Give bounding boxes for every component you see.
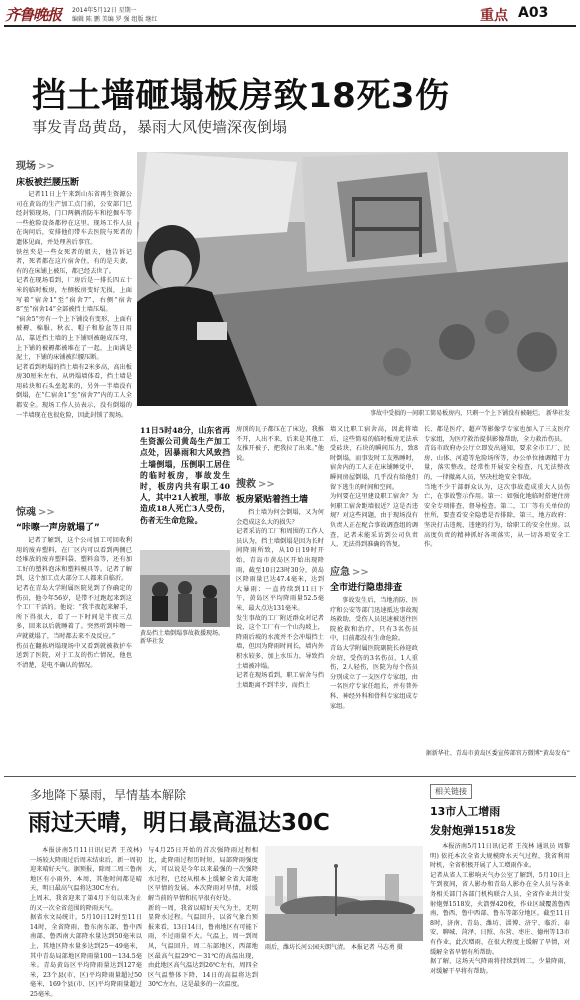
scene-text: 记者11日上午来到山东省再生资源公司在黄岛的生产加工点门前，公安部门已经封锁现场，门口两辆消防车和挖掘车等一些抢险设备都停在这里。现场工作人员在询问后，安排他们带车去医院与死者的遗体见面，并处理善后事宜。 铁丝夹是一些女死者的姐夫，他告诉记者，死者都在这片宿舍住，有的是夫妻，有的在床铺上被压，都已经去世了。 记者在现场看到，厂房后是一排长四五十米的临时板房，左侧板房变好无损，上面写着“宿舍1”至“宿舍7”，右侧“宿舍8”至“宿舍14”全部被挡土墙压塌。 “宿舍5”旁有一个上下铺没有变形，上面有被褥、棉服、秋衣、帽子和脸盆等日用品，靠近挡土墙的上下铺则被砸成压弯，上下铺的被褥都被堆在了一起，上面满是泥土，下铺的床铺被拦腰压断。 记者看到坍塌的挡土墙有2米多高，高出板房30厘米左右，从坍塌墙体看，挡土墙是用砖块和石头垒起来的，另外一半墙没有倒塌，在“仁宿舍1”至“宿舍7”内的工人全都安全。现场工作人员表示，没有倒塌的一半墙现在也很危险，因此封锁了现场。: [16, 191, 132, 419]
rescue-photo: [140, 550, 230, 627]
story-col4-body: [330, 596, 418, 773]
story-col4-top-text: 墙又比职工宿舍高，因此将墙后，这些简易的临时板房无法承受砖块、石块的瞬间压力，致8时倒塌，而事发时工友熟睡时，宿舍内的工人正在床铺睡觉中，瞬间房屋倒塌，几乎没有给他们留下逃生的时间和空间。 为何要在这里建设职工宿舍？为何职工宿舍距墙很近？这是否违规？对这些问题，由于现场没有负责人正在配合事故调查组的调查，记者未能采访到公司负责人，无法得到准确的答复。: [330, 426, 418, 549]
surprise-label: 惊魂 >>: [16, 507, 55, 518]
related-title-b: 发射炮弹1518发: [430, 824, 516, 837]
story-col3-body: [236, 508, 324, 773]
story-col3-text: 挡土墙为何会倒塌，又为何会造成这么大的损失？ 记者采访的工厂和周围的工作人员认为，挡土墙倒塌是因为长时间降雨所致，从10日19时开始，青岛市黄岛区开始出现降雨，截至10日23时30分，黄岛区降雨量已达47.4毫米，达到大暴雨；一直持续到11日下午，黄岛区平均降雨量52.5毫米，最大点达131毫米。 发生事故的工厂附近群众对记者说，这个工厂有一个山沟坡上，降雨后坡的水流并不会冲塌挡土墙，但因为降雨时间长，墙内外积水较多，加上水压力，导致挡土墙被冲塌。 记者在现场看到，职工宿舍与挡土墙距离不到半步，而挡土: [236, 509, 324, 689]
scene-label-text: 现场: [16, 161, 36, 172]
related-title-a: 13市人工增雨: [430, 805, 501, 818]
surprise-body: [16, 536, 132, 771]
bottom-col1: [30, 846, 142, 998]
summary-box: [140, 425, 230, 550]
section-label: 重点: [480, 8, 508, 24]
bottom-col2: [148, 846, 258, 989]
scene-label: 现场 >>: [16, 161, 55, 172]
bottom-photo-caption: 雨后，潍坊长河公园天朗气清。 本报记者 马志勇 摄: [265, 944, 403, 951]
lead-credit: 据新华社、青岛市黄岛区委宣传部官方微博“黄岛发布”: [425, 750, 570, 757]
bottom-headline: 雨过天晴，明日最高温达30C: [28, 810, 330, 836]
story-col5: [424, 425, 570, 745]
page-number: A03: [518, 5, 549, 21]
bottom-section-rule: [4, 776, 576, 777]
bottom-photo-image: [265, 846, 423, 941]
related-body: [430, 842, 570, 974]
editor-line: 编辑 陈 鹏 美编 罗 强 组版 继红: [72, 16, 158, 23]
safety-heading: 全市进行隐患排查: [330, 583, 403, 593]
safety-label-text: 应急: [330, 567, 350, 578]
story-col4-text: 事故发生后，当地消防、医疗和公安等部门迅速抵达事故现场救助，受伤人员迅速被送往医院抢救和治疗，只有3名伤员中，目前都没有生命危险。 青岛大学附属医院副院长孙迎政介绍，受伤的3名伤员，1人重伤，2人轻伤，医院为每个伤员分别成立了一支医疗专家组，由一名医疗专家任组长，并有普外科、神经外科和骨科专家组成专家组。: [330, 597, 418, 710]
lead-subhead: 事发青岛黄岛，暴雨大风使墙深夜倒塌: [32, 118, 288, 136]
date-line: 2014年5月12日 星期一: [72, 7, 137, 14]
related-body-text: 本报济南5月11日讯(记者 王茂林 通讯员 周黎明) 依托本次全省大规模降水天气过程，我省利用时机，全省积极开展了人工增雨作业。 记者从省人工影响天气办公室了解到，5月10日上午到夜间，省人影办和青岛人影办在全人员与各业务相关部门各部门机构联合人员，全省作业共计发射炮弹1518发，火箭弹420枚，作业区域覆盖鲁西南、鲁西、鲁中西部、鲁东等部分地区。截至11日8时，济南、青岛、潍坊、淄博、济宁、临沂、泰安、聊城、菏泽、日照、东营、枣庄、德州等13市有作业，此次增雨，在很大程度上缓解了旱情，对缓解全省旱情有所帮助。 据了解，这场天气降雨将持续到周二，少量降雨，对缓解干旱将有帮助。: [430, 843, 570, 975]
rescue-label: 搜救 >>: [236, 479, 275, 490]
summary-text: 11日5时48分，山东省再生资源公司黄岛生产加工点处，因暴雨和大风致挡土墙倒塌，压倒职工居住的临时板房，事故发生时，板房内共有职工40人，其中21人被埋，事故造成18人死亡3人受伤，伤者无生命危险。: [140, 426, 230, 525]
masthead-logo: 齐鲁晚报: [5, 6, 62, 24]
bottom-col1-text: 本报济南5月11日讯(记者 王茂林) 一场较大降雨过后周末结束后，新一周初迎来晴好天气。据预报，除周二周三鲁南地区有小雨外，本周，其他时间都是晴天，明日最高气温将达30C左右。 上周末，我省迎来了第4月下旬以来为止的又一次全省范围的降雨天气。 据省水文局统计，5月10日12时至11日14时，全省降雨，鲁东南东部、鲁中西南部、鲁西南大部降水量达到50毫米以上，其地区降水量多达到25～49毫米，其中青岛局部地区降雨量100～134.5毫米。青岛黄岛区平均降雨量达到127毫米，23个县(市、区)平均降雨量超过50毫米，169个县(市、区)平均降雨量超过25毫米。: [30, 847, 142, 998]
story-col4-top: [330, 425, 418, 560]
rescue-label-text: 搜救: [236, 479, 256, 490]
rescue-photo-caption: 黄岛挡土墙倒塌事故救援现场。 新华社发: [140, 630, 225, 645]
surprise-text: 记者了解到，这个公司加工可回收利用的废弃塑料，在厂区内可以看到两侧已经堆放的废弃塑料袋、塑料盒等，还有加工好的塑料泡沫和塑料模具等。记者了解到，这个加工点大部分工人都来自临沂。 记者在青岛大学附属医院见到了你确定的伤员，他今年56岁，是带不过跑起来到这个工厂干活的。他说：“我半夜起来解手，所下得很大，看了一下时间是半夜三点多，回来以后就睡着了。突然听到咔嚓一声就就塌了，当时都去来不及反应。” 伤员在翻拣坍塌现场中又看到就被救护车送到了医院，对于工友的伤亡情况，他也不清楚，是电不确认的情况。: [16, 537, 132, 669]
story-col3-top-text: 房顶的瓦子都压在了床边，我推不开，人出不来，后来是其他工友推开被子，把我拉了出来。”他说。: [236, 426, 324, 462]
bottom-photo: [265, 846, 423, 941]
rescue-heading: 板房紧贴着挡土墙: [236, 495, 309, 505]
header-rule: [4, 25, 576, 27]
related-tag: 相关链接: [430, 784, 472, 799]
lead-photo: [137, 152, 568, 406]
surprise-label-text: 惊魂: [16, 507, 36, 518]
lead-photo-image: [137, 152, 568, 406]
lead-photo-caption: 事故中受损的一间职工简易板房内，只剩一个上下铺没有被砸烂。 新华社发: [370, 410, 570, 417]
bottom-col2-text: 与4月25日开始的首次强降雨过程相比，此降雨过程历时短，局部降雨强度大，可以说是今年以来最强的一次强降水过程，已经从根本上缓解全省大部地区旱情的发展。本次降雨对旱情，对缓解当前的旱情和抗旱很有好处。 新的一周，我省以晴好天气为主，无明显降水过程。气温回升，以省气象台预报来看，13日14日，鲁南地区有可能下雨，不过雨量不大。气温上，周一到周风，气温回升，周二东部地区，西部地区最高气温29℃～31℃的高温出现，由此地区高气温达到26℃左右，周四全区气温整体下降，14日的高温将达到30℃左右，这是最多的一次温度。: [148, 847, 258, 989]
safety-label: 应急 >>: [330, 567, 369, 578]
surprise-heading: “咔嚓一声房就塌了”: [16, 523, 100, 533]
rescue-photo-image: [140, 550, 230, 627]
story-col5-text: 长、都是医疗、超声等影像学专家也加入了三支医疗专家组，为医疗救治提供影像帮助，全力救治伤员。 青岛市政府办公厅立即发出通知，要求全市工厂、民房、山体、河道等危险场所等，办公单位抽调精干力量，落实整改，经常性开展安全检查，凡无法整改的，一律撤离人员，坚决杜绝安全事故。 当地不少干部群众认为，这次事故造成重大人员伤亡，在事故警示作用。第一：如强化地临时搭建住房安全专项排查、督导检查。第二，工厂等有关单位的住所，要查看安全隐患是否排除，第三，地方政府：坚决打击违规、违建的行为，给职工的安全住房。以高度负责的精神抓好各项落实，从一切各项安全工作。: [424, 426, 570, 549]
bottom-kicker: 多地降下暴雨，旱情基本解除: [30, 788, 187, 802]
scene-body: [16, 190, 132, 495]
lead-headline: 挡土墙砸塌板房致18死3伤: [32, 76, 450, 116]
scene-heading: 床板被拦腰压断: [16, 178, 80, 188]
story-col3-top: [236, 425, 324, 465]
